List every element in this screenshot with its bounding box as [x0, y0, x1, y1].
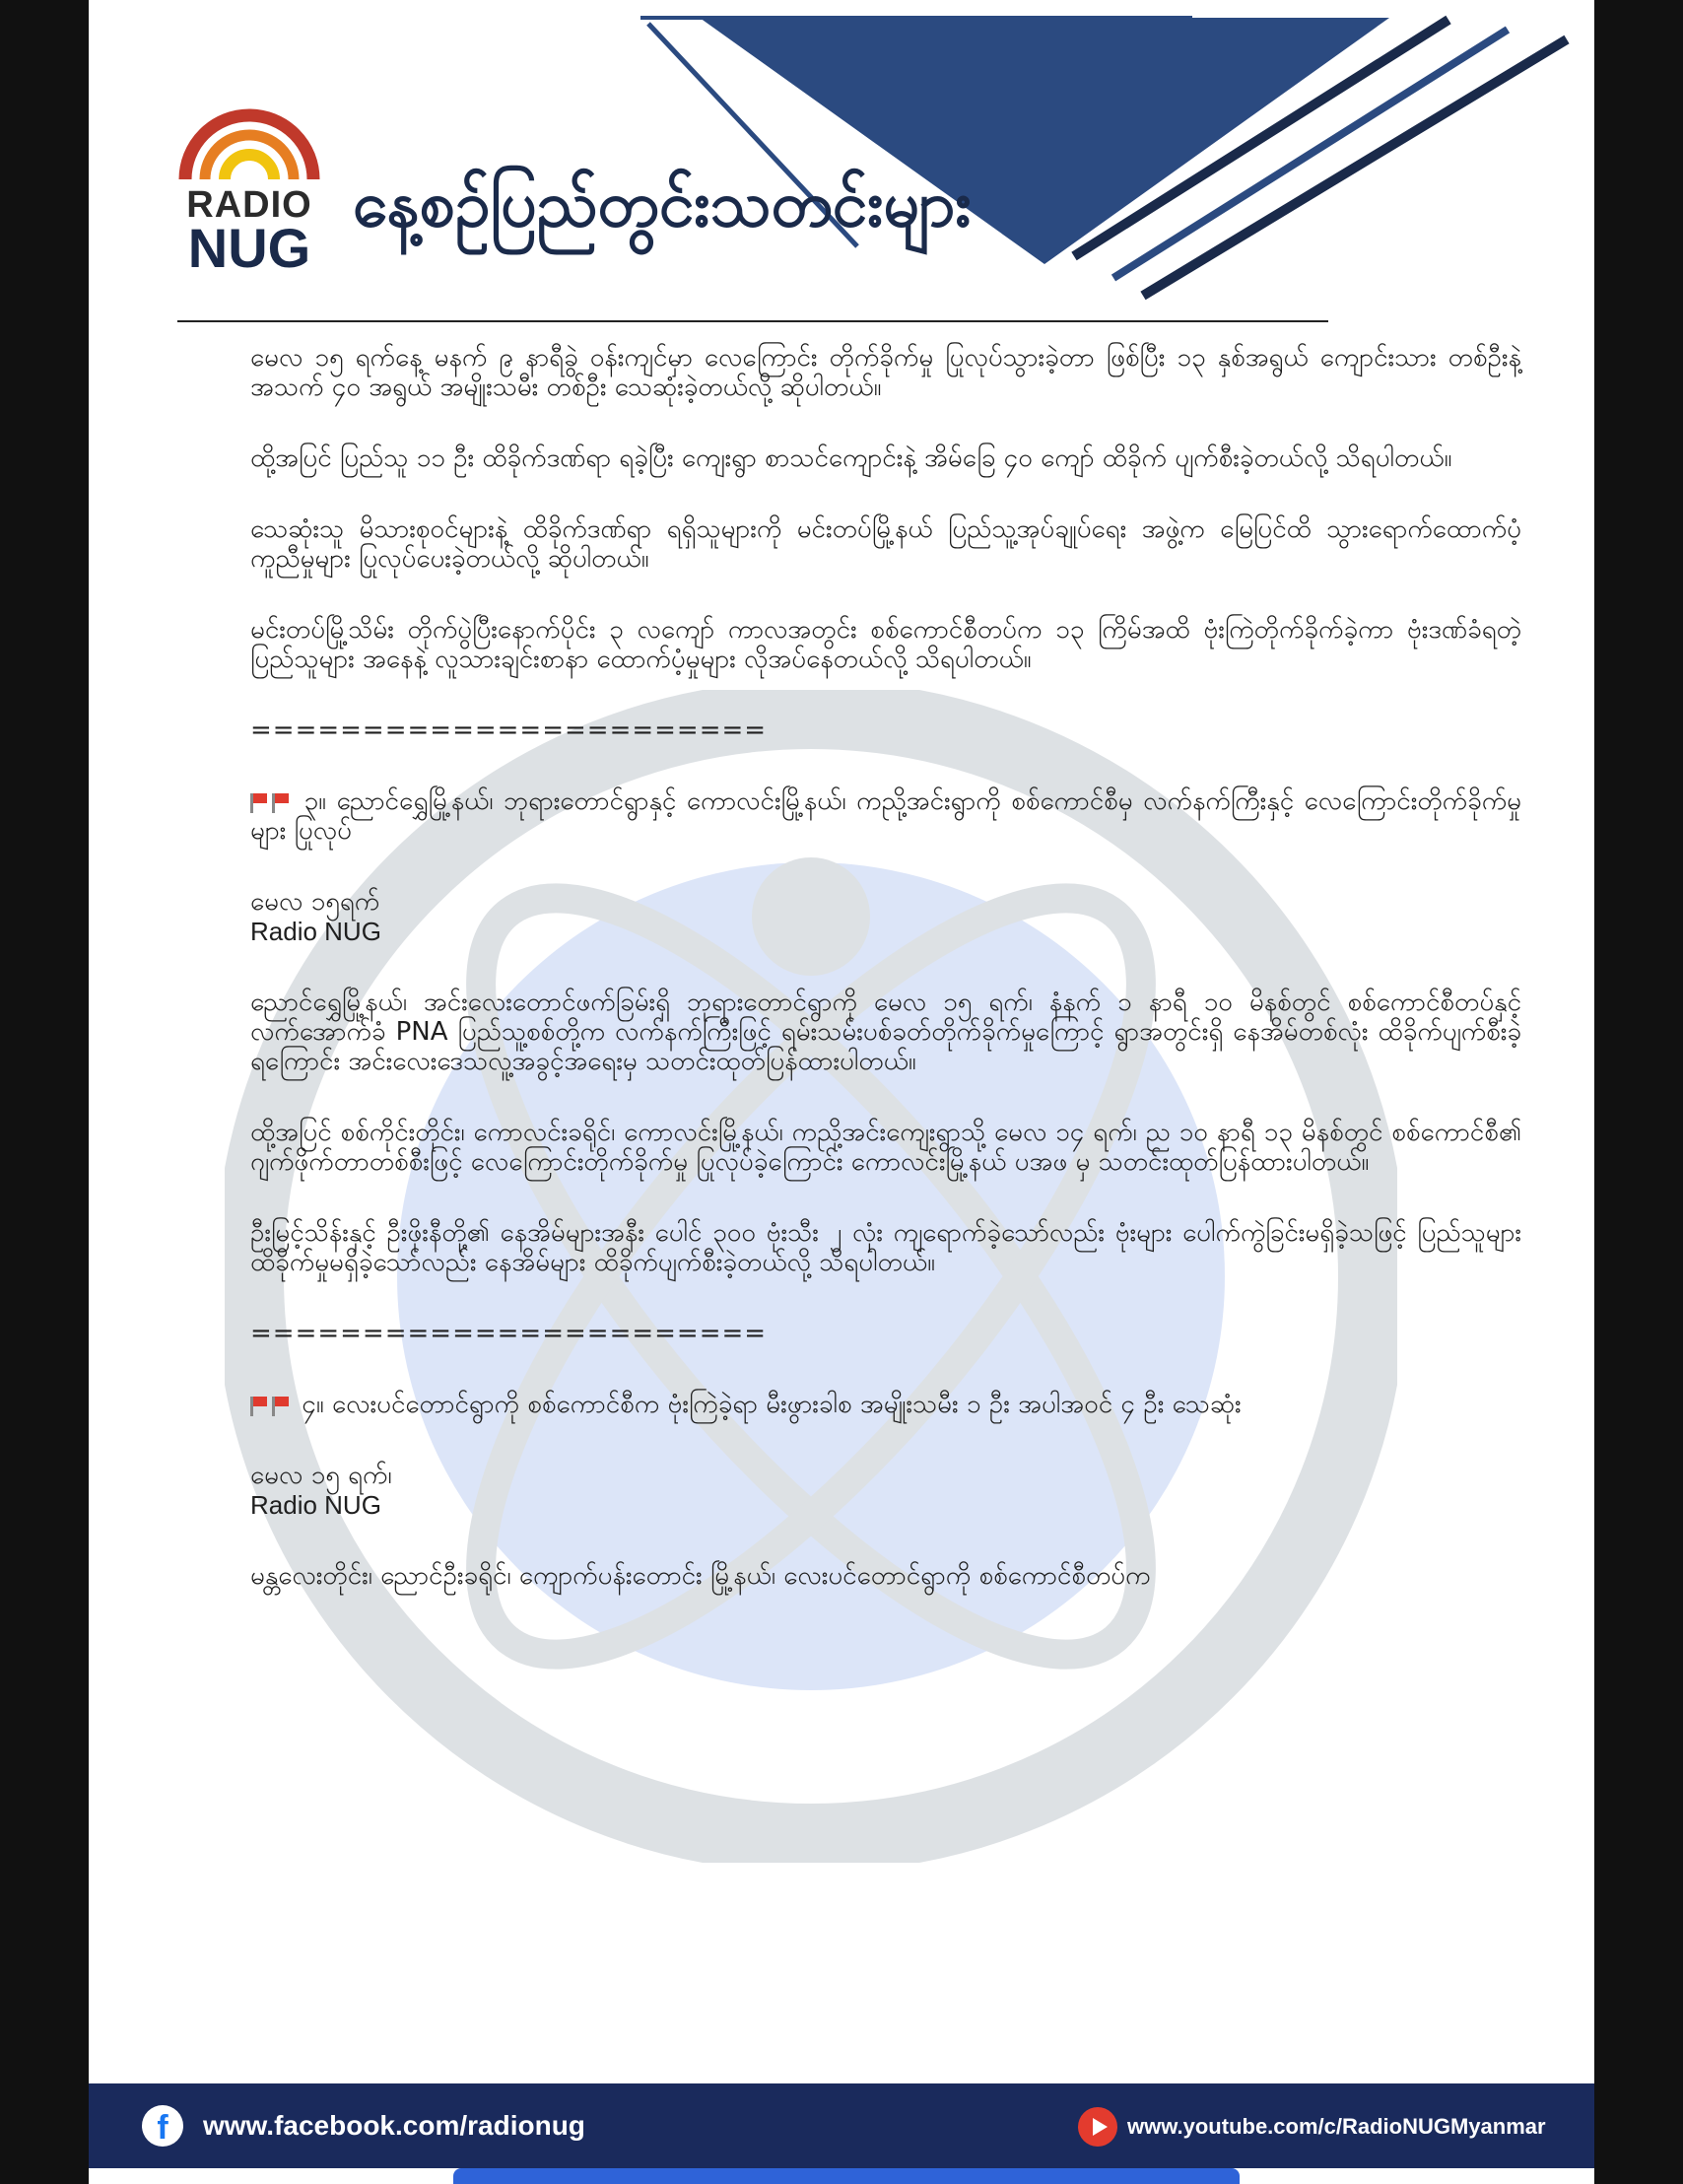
- facebook-icon: f: [142, 2105, 183, 2147]
- page-title: နေ့စဉ်ပြည်တွင်းသတင်းများ: [353, 169, 972, 241]
- story3-source: Radio NUG: [250, 917, 381, 946]
- youtube-link[interactable]: www.youtube.com/c/RadioNUGMyanmar: [1127, 2114, 1546, 2139]
- intro-paragraph-1: မေလ ၁၅ ရက်နေ့ မနက် ၉ နာရီခွဲ ဝန်းကျင်မှာ လေကြောင်း တိုက်ခိုက်မှု ပြုလုပ်သွားခဲ့တာ ဖြစ်ပြီး ၁၃ နှစ်အရွယ် ကျောင်းသား တစ်ဦးနဲ့ အသက် ၄၀ အရွယ် အမျိုးသမီး တစ်ဦး သေဆုံးခဲ့တယ်လို့ ဆိုပါတယ်။: [250, 343, 1530, 402]
- intro-paragraph-3: သေဆုံးသူ မိသားစုဝင်များနဲ့ ထိခိုက်ဒဏ်ရာ ရရှိသူများကို မင်းတပ်မြို့နယ် ပြည်သူ့အုပ်ချုပ်ရေး အဖွဲ့က မြေပြင်ထိ သွားရောက်ထောက်ပံ့ ကူညီမှုများ ပြုလုပ်ပေးခဲ့တယ်လို့ ဆိုပါတယ်။: [250, 514, 1530, 574]
- intro-paragraph-2: ထို့အပြင် ပြည်သူ ၁၁ ဦး ထိခိုက်ဒဏ်ရာ ရခဲ့ပြီး ကျေးရွာ စာသင်ကျောင်းနဲ့ အိမ်ခြေ ၄၀ ကျော် ထိခိုက် ပျက်စီးခဲ့တယ်လို့ သိရပါတယ်။: [250, 444, 1452, 473]
- story3-date: မေလ ၁၅ရက်: [250, 887, 380, 917]
- red-flag-icon: [250, 1397, 266, 1414]
- red-flag-icon: [272, 1397, 288, 1414]
- youtube-icon: [1078, 2107, 1117, 2147]
- intro-paragraph-4: မင်းတပ်မြို့သိမ်း တိုက်ပွဲပြီးနောက်ပိုင်း ၃ လကျော် ကာလအတွင်း စစ်ကောင်စီတပ်က ၁၃ ကြိမ်အထိ ဗုံးကြဲတိုက်ခိုက်ခဲ့ကာ ဗုံးဒဏ်ခံရတဲ့ ပြည်သူများ အနေနဲ့ လူသားချင်းစာနာ ထောက်ပံ့မှုများ လိုအပ်နေတယ်လို့ သိရပါတယ်။: [250, 615, 1530, 674]
- story3-paragraph-2: ထို့အပြင် စစ်ကိုင်းတိုင်း၊ ကောလင်းခရိုင်၊ ကောလင်းမြို့နယ်၊ ကညို့အင်းကျေးရွာသို့ မေလ ၁၄ ရက်၊ ည ၁၀ နာရီ ၁၃ မိနစ်တွင် စစ်ကောင်စီ၏ ဂျက်ဖိုက်တာတစ်စီးဖြင့် လေကြောင်းတိုက်ခိုက်မှု ပြုလုပ်ခဲ့ကြောင်း ကောလင်းမြို့နယ် ပအဖ မှ သတင်းထုတ်ပြန်ထားပါတယ်။: [250, 1118, 1530, 1177]
- story3-paragraph-3: ဦးမြင့်သိန်းနှင့် ဦးဖိုးနီတို့၏ နေအိမ်များအနီး ပေါင် ၃၀၀ ဗုံးသီး ၂ လုံး ကျရောက်ခဲ့သော်လည်း ဗုံးများ ပေါက်ကွဲခြင်းမရှိခဲ့သဖြင့် ပြည်သူများ ထိခိုက်မှုမရှိခဲ့သော်လည်း နေအိမ်များ ထိခိုက်ပျက်စီးခဲ့တယ်လို့ သိရပါတယ်။: [250, 1218, 1530, 1277]
- footer-bar: [89, 2083, 1594, 2168]
- logo-arcs-icon: [175, 108, 323, 187]
- red-flag-icon: [272, 793, 288, 811]
- section-divider: =======================: [250, 1319, 768, 1348]
- footer-accent: [453, 2168, 1240, 2184]
- article-body: [250, 343, 1530, 1591]
- radio-nug-logo: [175, 108, 323, 279]
- story3-headline: [250, 786, 1521, 846]
- story4-headline-text: ၄။ လေးပင်တောင်ရွာကို စစ်ကောင်စီက ဗုံးကြဲခဲ့ရာ မီးဖွားခါစ အမျိုးသမီး ၁ ဦး အပါအဝင် ၄ ဦး သေဆုံး: [302, 1390, 1242, 1419]
- facebook-link[interactable]: www.facebook.com/radionug: [203, 2110, 585, 2141]
- section-divider: =======================: [250, 716, 768, 745]
- red-flag-icon: [250, 793, 266, 811]
- story4-paragraph-1: မန္တလေးတိုင်း၊ ညောင်ဦးခရိုင်၊ ကျောက်ပန်းတောင်း မြို့နယ်၊ လေးပင်တောင်ရွာကို စစ်ကောင်စီတပ်က: [250, 1561, 1151, 1591]
- story3-paragraph-1: ညောင်ရွှေမြို့နယ်၊ အင်းလေးတောင်ဖက်ခြမ်းရှိ ဘုရားတောင်ရွာကို မေလ ၁၅ ရက်၊ နံနက် ၁ နာရီ ၁၀ မိနစ်တွင် စစ်ကောင်စီတပ်နှင့် လက်အောက်ခံ PNA ပြည်သူ့စစ်တို့က လက်နက်ကြီးဖြင့် ရမ်းသမ်းပစ်ခတ်တိုက်ခိုက်မှုကြောင့် ရွာအတွင်းရှိ နေအိမ်တစ်လုံး ထိခိုက်ပျက်စီးခဲ့ရကြောင်း အင်းလေးဒေသလူ့အခွင့်အရေးမှ သတင်းထုတ်ပြန်ထားပါတယ်။: [250, 988, 1530, 1076]
- story4-source: Radio NUG: [250, 1490, 381, 1520]
- logo-nug-text: NUG: [187, 217, 311, 279]
- story3-headline-text: ၃။ ညောင်ရွှေမြို့နယ်၊ ဘုရားတောင်ရွာနှင့် ကောလင်းမြို့နယ်၊ ကညို့အင်းရွာကို စစ်ကောင်စီမှ လက်နက်ကြီးနှင့် လေကြောင်းတိုက်ခိုက်မှုများ ပြုလုပ်: [250, 786, 1521, 846]
- news-page: [89, 0, 1594, 2184]
- story4-headline: [250, 1390, 1521, 1419]
- logo-radio-text: RADIO: [186, 184, 312, 226]
- title-divider: [177, 320, 1328, 322]
- story4-date: မေလ ၁၅ ရက်၊: [250, 1461, 392, 1490]
